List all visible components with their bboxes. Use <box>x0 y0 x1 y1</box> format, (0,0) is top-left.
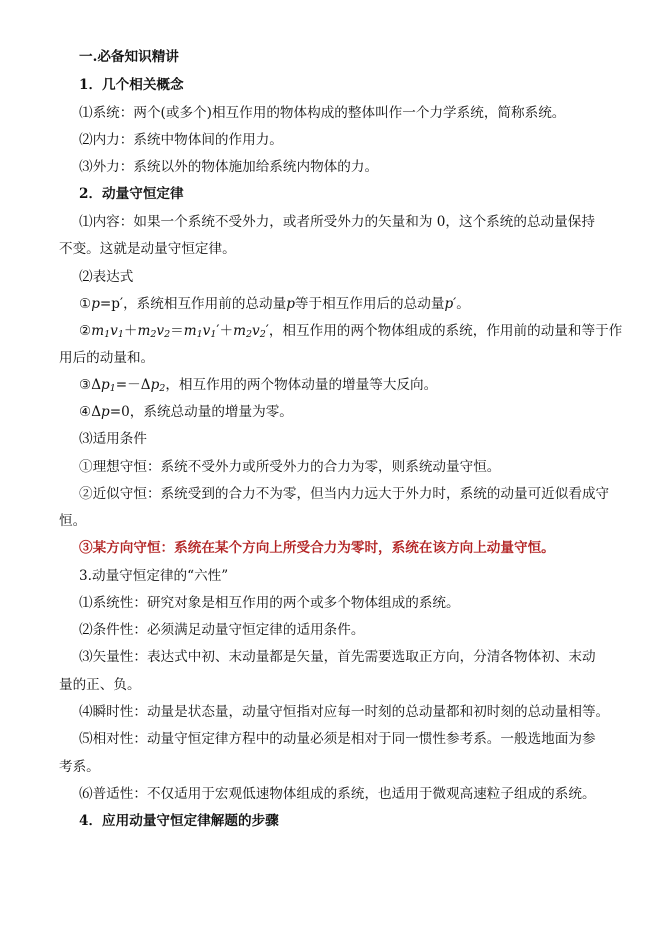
expression-1: ①p=p′，系统相互作用前的总动量p等于相互作用后的总动量p′。 <box>79 296 470 312</box>
property-conditional: ⑵条件性：必须满足动量守恒定律的适用条件。 <box>79 622 365 638</box>
condition-directional-highlight: ③某方向守恒：系统在某个方向上所受合力为零时，系统在该方向上动量守恒。 <box>79 540 555 556</box>
property-vector-line1: ⑶矢量性：表达式中初、末动量都是矢量，首先需要选取正方向，分清各物体初、末动 <box>79 649 596 665</box>
heading-six-properties: 3.动量守恒定律的“六性” <box>79 568 229 584</box>
heading-related-concepts: 1．几个相关概念 <box>79 77 184 93</box>
condition-approximate-line2: 恒。 <box>59 513 87 529</box>
concept-internal-force: ⑵内力：系统中物体间的作用力。 <box>79 132 283 148</box>
expression-title: ⑵表达式 <box>79 269 134 285</box>
expression-4: ④Δp=0，系统总动量的增量为零。 <box>79 404 293 420</box>
law-content-line2: 不变。这就是动量守恒定律。 <box>59 241 236 257</box>
property-vector-line2: 量的正、负。 <box>59 677 141 693</box>
property-universal: ⑹普适性：不仅适用于宏观低速物体组成的系统，也适用于微观高速粒子组成的系统。 <box>79 786 596 802</box>
concept-system: ⑴系统：两个(或多个)相互作用的物体构成的整体叫作一个力学系统，简称系统。 <box>79 105 566 121</box>
expression-3: $③\Delta p_1=-\Delta p_2$，相互作用的两个物体动量的增量等大反向。 <box>79 377 438 394</box>
property-relative-line1: ⑸相对性：动量守恒定律方程中的动量必须是相对于同一惯性参考系。一般选地面为参 <box>79 731 596 747</box>
property-systematic: ⑴系统性：研究对象是相互作用的两个或多个物体组成的系统。 <box>79 595 460 611</box>
concept-external-force: ⑶外力：系统以外的物体施加给系统内物体的力。 <box>79 159 379 175</box>
expression-2: $②m_1v_1+m_2v_2=m_1v_1'+m_2v_2'$，相互作用的两个物体组成的系统，作用前的动量和等于作 <box>79 323 623 340</box>
condition-approximate-line1: ②近似守恒：系统受到的合力不为零，但当内力远大于外力时，系统的动量可近似看成守 <box>79 486 610 502</box>
property-relative-line2: 考系。 <box>59 759 100 775</box>
heading-solving-steps: 4．应用动量守恒定律解题的步骤 <box>79 813 279 829</box>
law-content-line1: ⑴内容：如果一个系统不受外力，或者所受外力的矢量和为 0，这个系统的总动量保持 <box>79 214 595 230</box>
section-title: 一.必备知识精讲 <box>79 49 179 65</box>
conditions-title: ⑶适用条件 <box>79 431 147 447</box>
heading-momentum-conservation: 2．动量守恒定律 <box>79 186 184 202</box>
condition-ideal: ①理想守恒：系统不受外力或所受外力的合力为零，则系统动量守恒。 <box>79 459 501 475</box>
expression-2-line2: 用后的动量和。 <box>59 350 155 366</box>
property-instantaneous: ⑷瞬时性：动量是状态量，动量守恒指对应每一时刻的总动量都和初时刻的总动量相等。 <box>79 704 610 720</box>
